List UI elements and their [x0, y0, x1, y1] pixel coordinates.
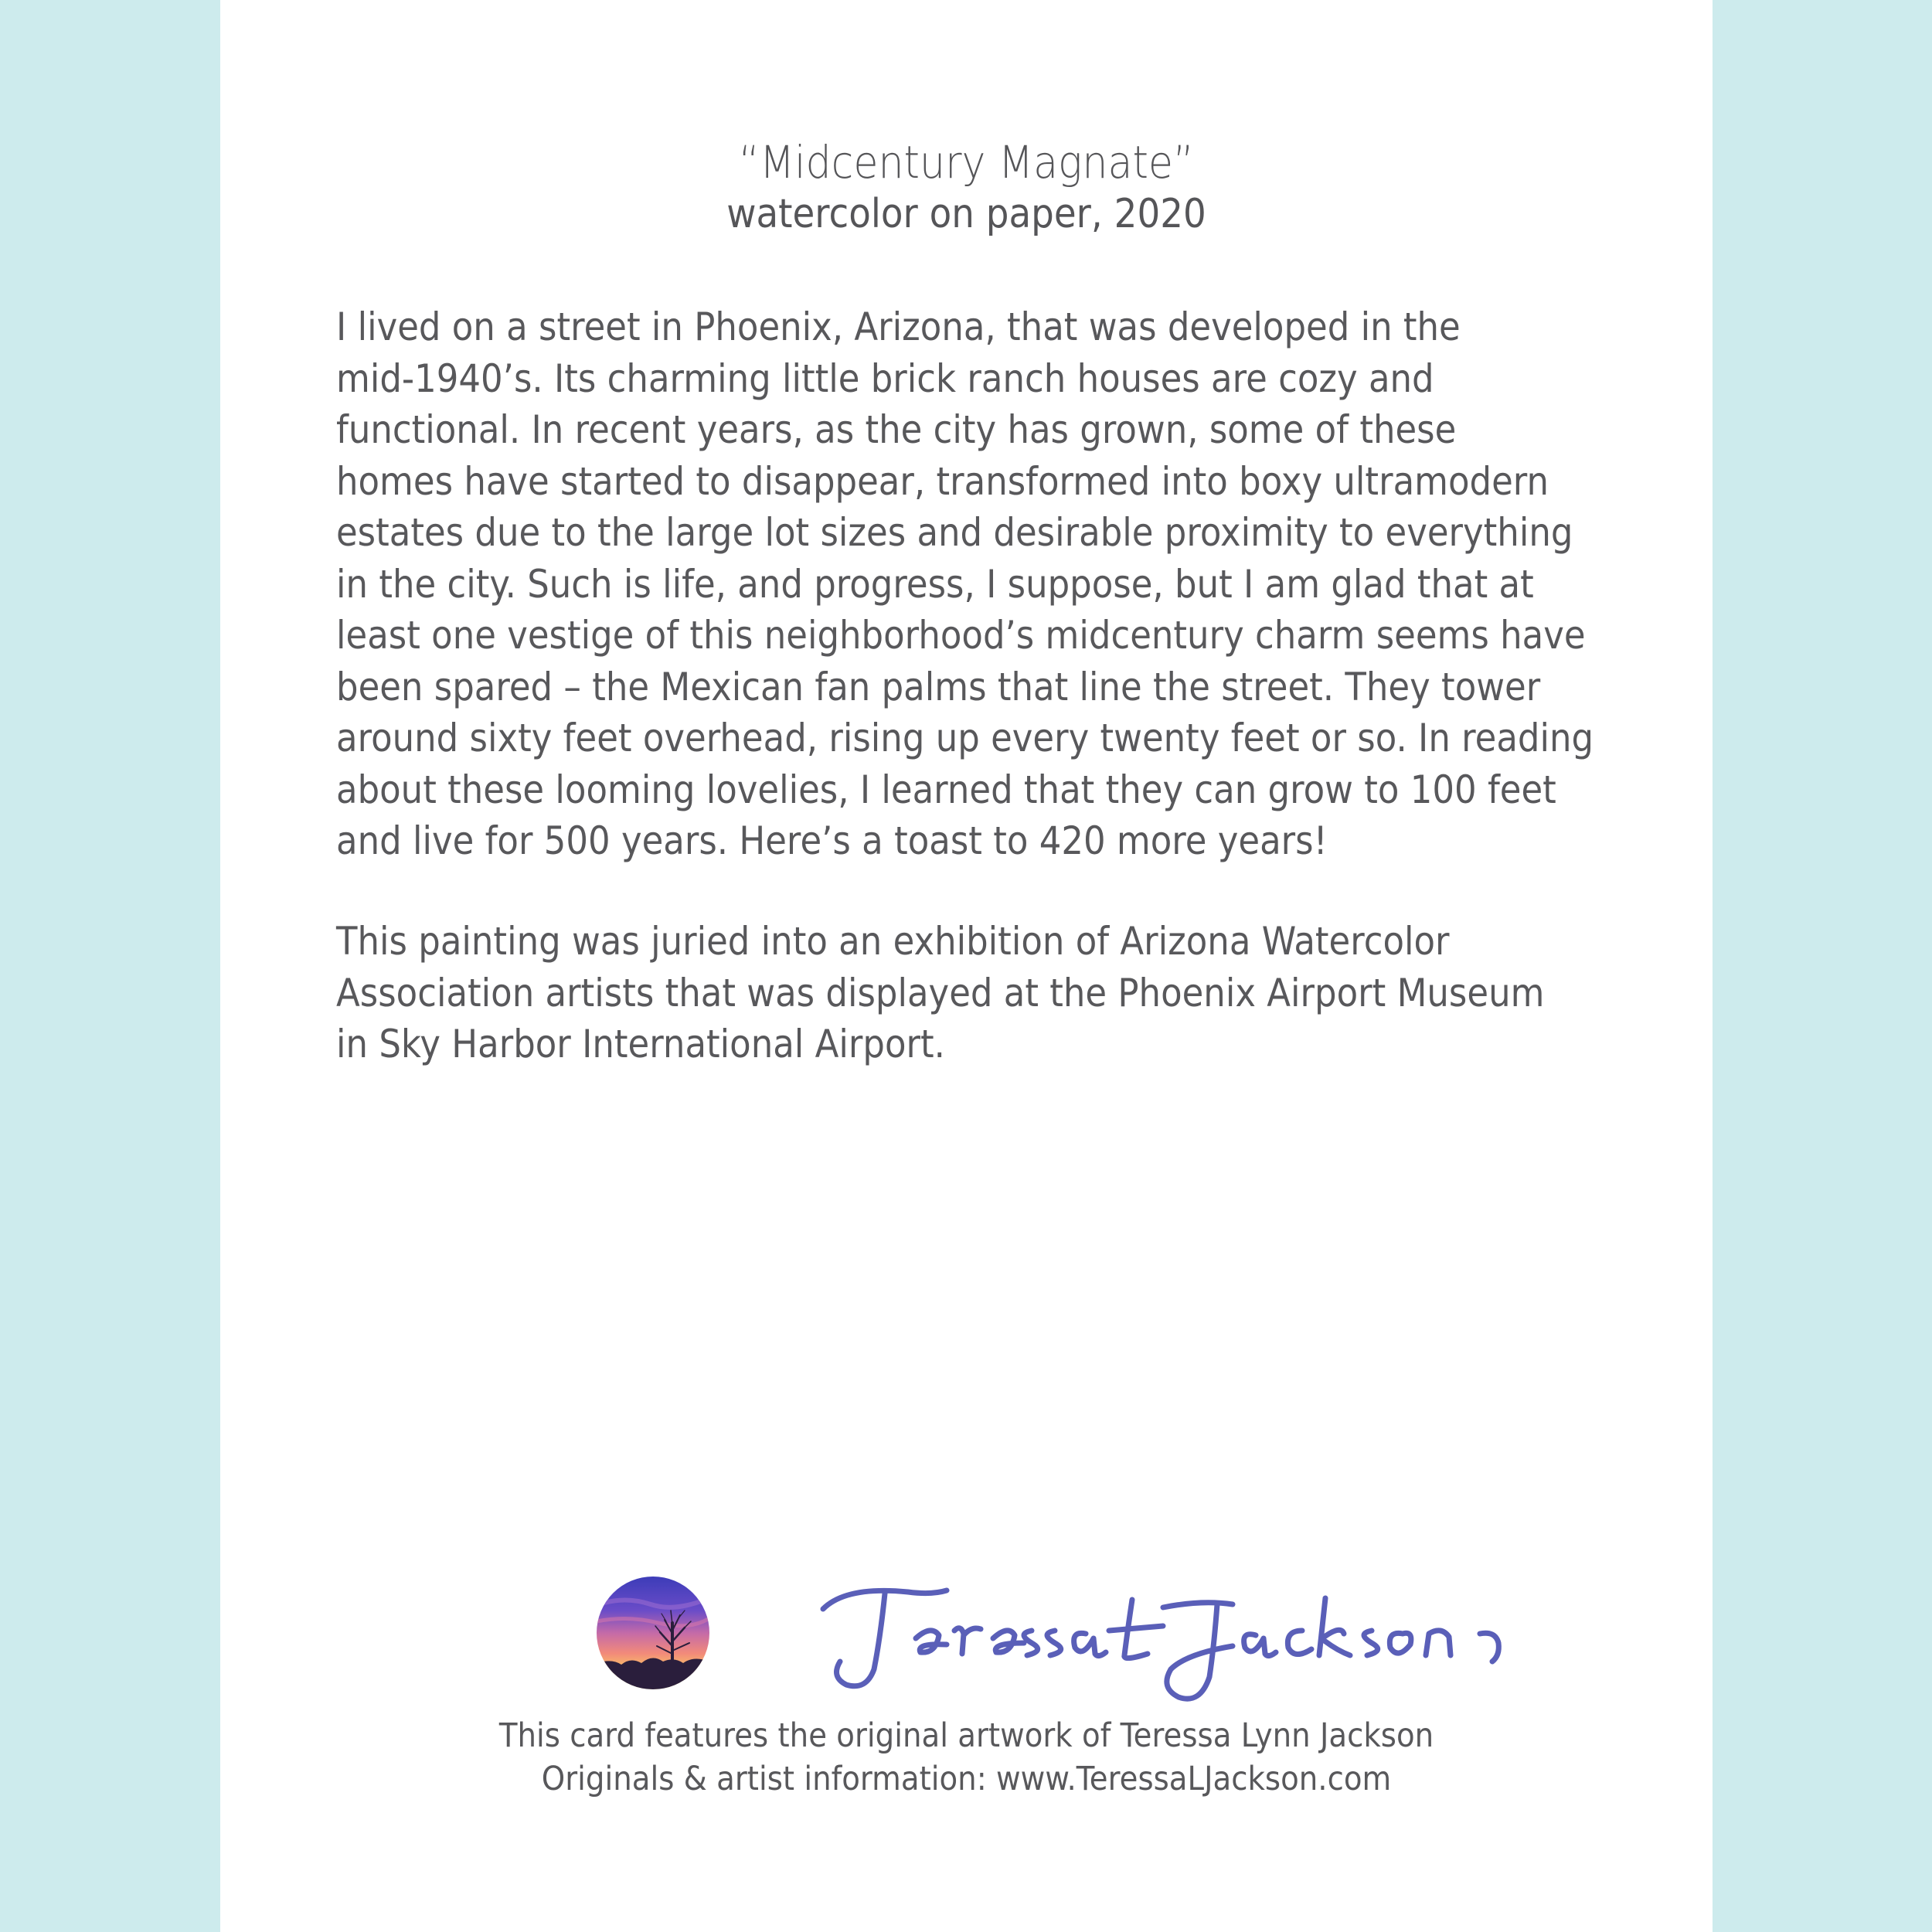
paragraph-line: This painting was juried into an exhibition of Arizona Watercolor — [336, 919, 1450, 964]
paragraph-line: around sixty feet overhead, rising up every twenty feet or so. In reading — [336, 716, 1594, 760]
paragraph-line: estates due to the large lot sizes and desirable proximity to everything — [336, 510, 1573, 555]
paragraph-line: I lived on a street in Phoenix, Arizona, that was developed in the — [336, 304, 1461, 349]
paragraph-line: and live for 500 years. Here’s a toast to 420 more years! — [336, 818, 1328, 863]
exhibition-paragraph — [336, 916, 1545, 1070]
paragraph-line: functional. In recent years, as the city has grown, some of these — [336, 407, 1457, 452]
sunset-tree-painting-icon — [597, 1577, 709, 1689]
artwork-title: “Midcentury Magnate” — [738, 136, 1195, 189]
footer-credit: This card features the original artwork of Teressa Lynn Jackson — [498, 1716, 1434, 1755]
paragraph-line: homes have started to disappear, transformed into boxy ultramodern — [336, 458, 1549, 504]
description-paragraph — [336, 301, 1594, 867]
paragraph-line: least one vestige of this neighborhood’s midcentury charm seems have — [336, 613, 1586, 658]
artwork-medium-year: watercolor on paper, 2020 — [726, 191, 1206, 237]
paragraph-line: in Sky Harbor International Airport. — [336, 1022, 945, 1066]
paragraph-line: about these looming lovelies, I learned that they can grow to 100 feet — [336, 767, 1556, 812]
paragraph-line: been spared – the Mexican fan palms that line the street. They tower — [336, 664, 1541, 709]
paragraph-line: Association artists that was displayed at the Phoenix Airport Museum — [336, 970, 1545, 1015]
card-back — [220, 0, 1713, 1932]
paragraph-line: mid-1940’s. Its charming little brick ranch houses are cozy and — [336, 355, 1434, 401]
artist-signature — [800, 1553, 1557, 1708]
footer-website: Originals & artist information: www.TeressaLJackson.com — [541, 1760, 1392, 1798]
paragraph-line: in the city. Such is life, and progress, I suppose, but I am glad that at — [336, 561, 1534, 607]
